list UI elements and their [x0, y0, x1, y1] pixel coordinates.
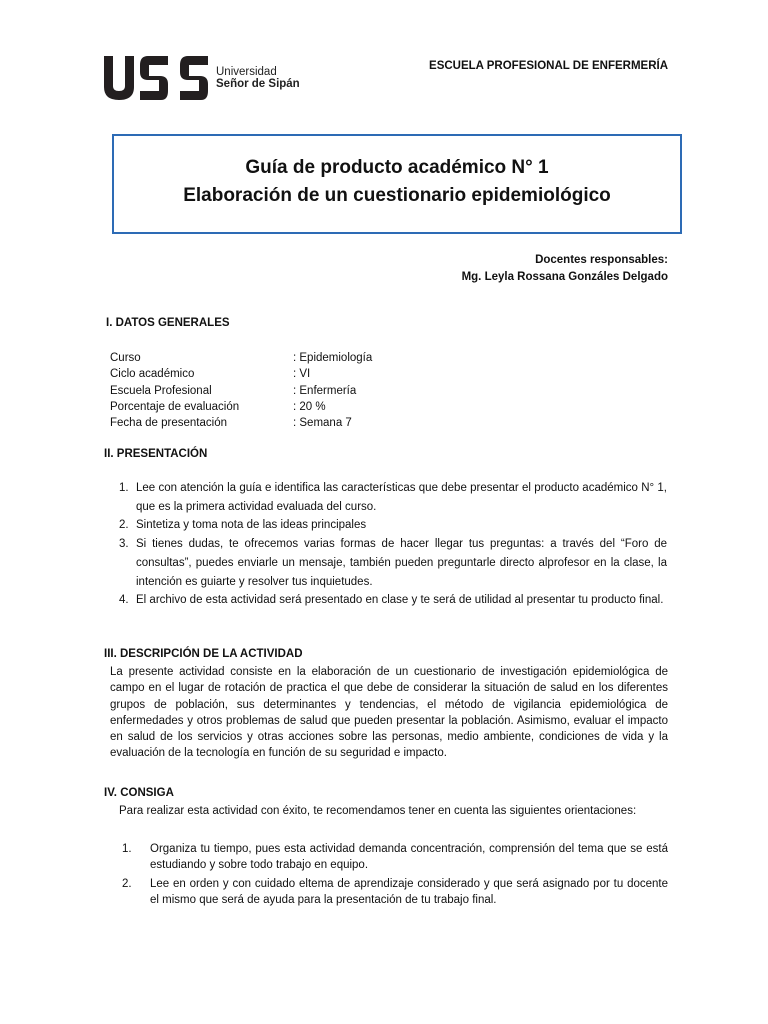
teacher-name: Mg. Leyla Rossana Gonzáles Delgado — [461, 271, 668, 283]
table-row — [110, 399, 372, 415]
section1-heading: I. DATOS GENERALES — [106, 317, 230, 329]
list-item — [122, 841, 668, 873]
table-row — [110, 366, 372, 382]
row-value: : Enfermería — [293, 384, 357, 397]
row-key: Escuela Profesional — [110, 384, 212, 397]
list-item — [122, 876, 668, 908]
item-number: 1. — [119, 482, 129, 494]
row-key: Fecha de presentación — [110, 417, 227, 430]
table-row — [110, 350, 372, 366]
row-value: : Semana 7 — [293, 417, 352, 430]
list-item — [119, 535, 667, 591]
list-item — [119, 479, 667, 516]
school-name: ESCUELA PROFESIONAL DE ENFERMERÍA — [429, 60, 668, 72]
row-value: : 20 % — [293, 400, 326, 413]
row-key: Ciclo académico — [110, 368, 195, 381]
table-row — [110, 415, 372, 431]
item-number: 2. — [122, 878, 132, 890]
item-text: Sintetiza y toma nota de las ideas principales — [136, 519, 367, 532]
section4-heading: IV. CONSIGA — [104, 787, 174, 799]
teachers-label: Docentes responsables: — [535, 254, 668, 266]
row-key: Porcentaje de evaluación — [110, 400, 240, 413]
activity-description: La presente actividad consiste en la elaboración de un cuestionario de investigación epidemiológica de campo en el lugar de rotación de practica el que debe de considerar la situación de salud en los diferentes grupos de población, sus determinantes y tendencias, el método de vigilancia epidemiológica de enfermedades y otros problemas de salud que pueden presentar la población. Asimismo, evaluar el impacto en salud de los servicios y otras acciones sobre las personas, medio ambiente, condiciones de vida y la evaluación de la tecnología en función de su seguridad e impacto. — [110, 666, 668, 760]
logo-line1: Universidad — [216, 66, 277, 78]
logo-line2: Señor de Sipán — [216, 78, 300, 90]
item-number: 1. — [122, 843, 132, 855]
table-row — [110, 383, 372, 399]
uss-logo-icon — [104, 56, 208, 100]
item-number: 3. — [119, 538, 129, 551]
presentation-list — [119, 479, 667, 610]
list-item — [119, 591, 667, 610]
title-line2: Elaboración de un cuestionario epidemiológico — [183, 185, 611, 206]
item-text: Lee en orden y con cuidado eltema de aprendizaje considerado y que será asignado por tu docente el mismo que será de ayuda para la presentación de tu trabajo final. — [150, 878, 668, 906]
item-text: Si tienes dudas, te ofrecemos varias formas de hacer llegar tus preguntas: a través del “Foro de consultas”, puedes enviarle un mensaje, también pueden preguntarle directo alprofesor en la clase, la intención es guiarte y resolver tus inquietudes. — [136, 538, 667, 588]
title-line1: Guía de producto académico N° 1 — [245, 157, 549, 178]
consigna-intro: Para realizar esta actividad con éxito, te recomendamos tener en cuenta las siguientes orientaciones: — [119, 805, 637, 817]
item-number: 4. — [119, 594, 129, 607]
row-key: Curso — [110, 352, 141, 364]
section3-heading: III. DESCRIPCIÓN DE LA ACTIVIDAD — [104, 648, 303, 660]
item-number: 2. — [119, 519, 129, 532]
item-text: El archivo de esta actividad será presentado en clase y te será de utilidad al presentar tu producto final. — [136, 594, 664, 607]
university-logo — [104, 55, 300, 101]
item-text: Lee con atención la guía e identifica las características que debe presentar el producto académico N° 1, que es la primera actividad evaluada del curso. — [136, 482, 667, 513]
item-text: Organiza tu tiempo, pues esta actividad demanda concentración, comprensión del tema que se está estudiando y sobre todo trabajo en equipo. — [150, 843, 668, 871]
teachers-block — [462, 252, 668, 286]
title-box — [112, 134, 682, 234]
section2-heading: II. PRESENTACIÓN — [104, 448, 208, 460]
consigna-list — [122, 841, 668, 911]
general-data-table — [110, 350, 372, 431]
row-value: : VI — [293, 368, 311, 381]
list-item — [119, 516, 667, 535]
row-value: : Epidemiología — [293, 352, 373, 364]
